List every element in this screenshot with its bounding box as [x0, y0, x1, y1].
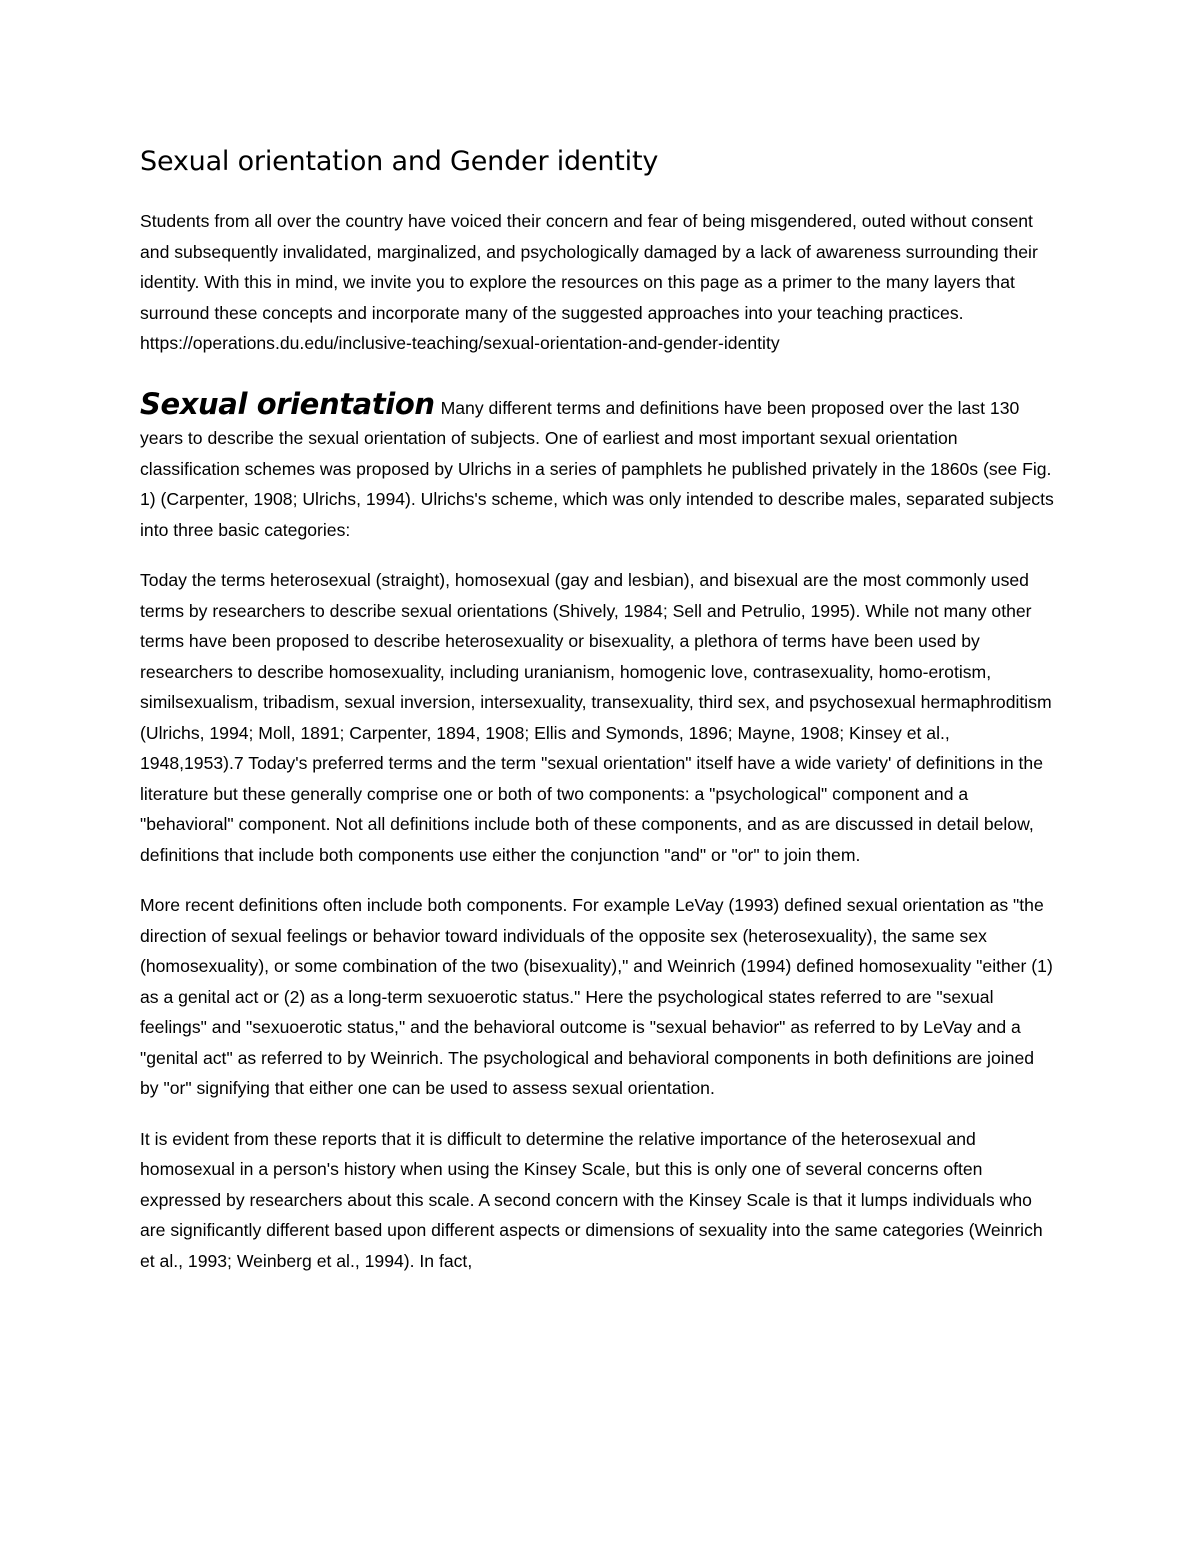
body-paragraph: Today the terms heterosexual (straight), homosexual (gay and lesbian), and bisexual are the most commonly used terms by researchers to describe sexual orientations (Shively, 1984; Sell and Petrulio, 1995). While not many other terms have been proposed to describe heterosexuality or bisexuality, a plethora of terms have been used by researchers to describe homosexuality, including uranianism, homogenic love, contrasexuality, homo-erotism, similsexualism, tribadism, sexual inversion, intersexuality, transexuality, third sex, and psychosexual hermaphroditism (Ulrichs, 1994; Moll, 1891; Carpenter, 1894, 1908; Ellis and Symonds, 1896; Mayne, 1908; Kinsey et al., 1948,1953).7 Today's preferred terms and the term "sexual orientation" itself have a wide variety' of definitions in the literature but these generally comprise one or both of two components: a "psychological" component and a "behavioral" component. Not all definitions include both of these components, and as are discussed in detail below, definitions that include both components use either the conjunction "and" or "or" to join them.	[140, 570, 1052, 865]
section-lead-paragraph	[140, 386, 1055, 546]
section-heading: Sexual orientation	[140, 386, 435, 421]
body-paragraph: More recent definitions often include both components. For example LeVay (1993) defined sexual orientation as "the direction of sexual feelings or behavior toward individuals of the opposite sex (heterosexuality), the same sex (homosexuality), or some combination of the two (bisexuality)," and Weinrich (1994) defined homosexuality "either (1) as a genital act or (2) as a long-term sexuoerotic status." Here the psychological states referred to are "sexual feelings" and "sexuoerotic status," and the behavioral outcome is "sexual behavior" as referred to by LeVay and a "genital act" as referred to by Weinrich. The psychological and behavioral components in both definitions are joined by "or" signifying that either one can be used to assess sexual orientation.	[140, 895, 1053, 1098]
document-page	[140, 138, 1055, 1296]
intro-paragraph: Students from all over the country have voiced their concern and fear of being misgendered, outed without consent and subsequently invalidated, marginalized, and psychologically damaged by a lack of awareness surrounding their identity. With this in mind, we invite you to explore the resources on this page as a primer to the many layers that surround these concepts and incorporate many of the suggested approaches into your teaching practices. https://operations.du.edu/inclusive-teaching/sexual-orientation-and-gender-identity	[140, 211, 1038, 353]
body-paragraph: It is evident from these reports that it is difficult to determine the relative importance of the heterosexual and homosexual in a person's history when using the Kinsey Scale, but this is only one of several concerns often expressed by researchers about this scale. A second concern with the Kinsey Scale is that it lumps individuals who are significantly different based upon different aspects or dimensions of sexuality into the same categories (Weinrich et al., 1993; Weinberg et al., 1994). In fact,	[140, 1128, 1043, 1271]
document-title: Sexual orientation and Gender identity	[140, 146, 659, 177]
section-lead-text: Many different terms and definitions have been proposed over the last 130 years to describe the sexual orientation of subjects. One of earliest and most important sexual orientation classification schemes was proposed by Ulrichs in a series of pamphlets he published privately in the 1860s (see Fig. 1) (Carpenter, 1908; Ulrichs, 1994). Ulrichs's scheme, which was only intended to describe males, separated subjects into three basic categories:	[140, 397, 1054, 540]
